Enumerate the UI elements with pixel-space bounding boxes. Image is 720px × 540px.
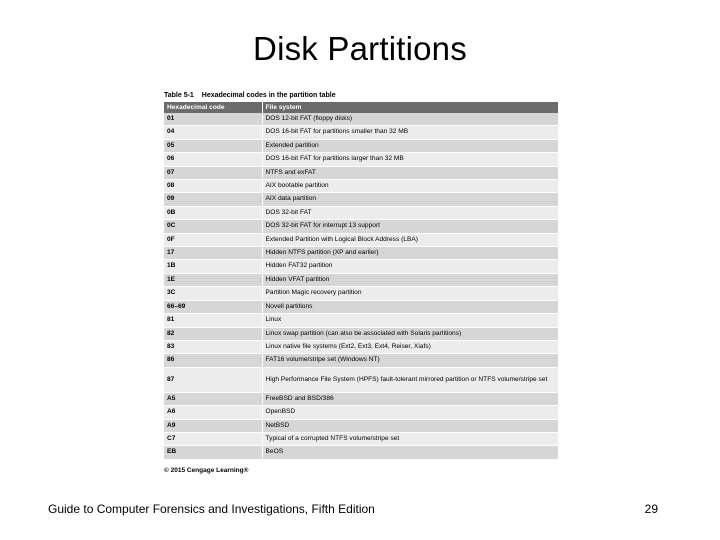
hex-code-cell: 0C: [164, 220, 262, 233]
hex-code-cell: 83: [164, 340, 262, 353]
page-number: 29: [644, 502, 658, 516]
table-row: [164, 233, 558, 246]
hex-code-cell: 82: [164, 327, 262, 340]
hex-code-cell: 01: [164, 113, 262, 126]
hex-code-cell: 66–69: [164, 300, 262, 313]
table-row: [164, 419, 558, 432]
table-row: [164, 287, 558, 300]
hex-code-cell: 09: [164, 193, 262, 206]
table-body: [164, 113, 558, 459]
table-row: [164, 340, 558, 353]
table-row: [164, 446, 558, 459]
file-system-cell: DOS 32-bit FAT: [262, 206, 558, 219]
table-row: [164, 273, 558, 286]
file-system-cell: Hidden VFAT partition: [262, 273, 558, 286]
table-row: [164, 327, 558, 340]
hex-code-cell: 06: [164, 153, 262, 166]
table-row: [164, 260, 558, 273]
table-row: [164, 392, 558, 405]
file-system-cell: FAT16 volume/stripe set (Windows NT): [262, 354, 558, 367]
file-system-cell: NetBSD: [262, 419, 558, 432]
file-system-cell: OpenBSD: [262, 406, 558, 419]
hex-code-cell: 17: [164, 247, 262, 260]
hex-code-cell: A6: [164, 406, 262, 419]
table-header-row: [164, 102, 558, 113]
partition-code-table: [164, 102, 559, 460]
table-row: [164, 300, 558, 313]
hex-code-cell: A9: [164, 419, 262, 432]
hex-code-cell: C7: [164, 432, 262, 445]
file-system-cell: AIX bootable partition: [262, 180, 558, 193]
hex-code-cell: A5: [164, 392, 262, 405]
hex-code-cell: 0F: [164, 233, 262, 246]
header-hex-code: Hexadecimal code: [164, 102, 262, 113]
footer-book-title: Guide to Computer Forensics and Investigations, Fifth Edition: [48, 502, 375, 516]
table-row: [164, 406, 558, 419]
file-system-cell: Hidden FAT32 partition: [262, 260, 558, 273]
file-system-cell: DOS 16-bit FAT for partitions larger than 32 MB: [262, 153, 558, 166]
table-row: [164, 432, 558, 445]
hex-code-cell: 0B: [164, 206, 262, 219]
file-system-cell: BeOS: [262, 446, 558, 459]
file-system-cell: NTFS and exFAT: [262, 166, 558, 179]
table-caption-text: Hexadecimal codes in the partition table: [201, 92, 336, 99]
partition-table-figure: [164, 90, 558, 478]
table-caption-number: Table 5-1: [164, 92, 194, 99]
hex-code-cell: 05: [164, 139, 262, 152]
table-row: [164, 153, 558, 166]
table-row: [164, 126, 558, 139]
table-row: [164, 193, 558, 206]
copyright-notice: © 2015 Cengage Learning®: [164, 466, 249, 474]
table-caption: [164, 90, 558, 102]
hex-code-cell: 1E: [164, 273, 262, 286]
file-system-cell: Novell partitions: [262, 300, 558, 313]
hex-code-cell: 81: [164, 314, 262, 327]
slide-title: Disk Partitions: [253, 30, 467, 67]
header-file-system: File system: [262, 102, 558, 113]
table-row: [164, 206, 558, 219]
table-row: [164, 113, 558, 126]
hex-code-cell: 87: [164, 367, 262, 392]
file-system-cell: Partition Magic recovery partition: [262, 287, 558, 300]
table-row: [164, 247, 558, 260]
file-system-cell: Typical of a corrupted NTFS volume/stripe set: [262, 432, 558, 445]
hex-code-cell: 07: [164, 166, 262, 179]
file-system-cell: AIX data partition: [262, 193, 558, 206]
file-system-cell: DOS 16-bit FAT for partitions smaller than 32 MB: [262, 126, 558, 139]
hex-code-cell: 1B: [164, 260, 262, 273]
table-row: [164, 314, 558, 327]
table-row: [164, 180, 558, 193]
table-row: [164, 166, 558, 179]
file-system-cell: DOS 32-bit FAT for interrupt 13 support: [262, 220, 558, 233]
hex-code-cell: 86: [164, 354, 262, 367]
table-row: [164, 139, 558, 152]
hex-code-cell: 08: [164, 180, 262, 193]
file-system-cell: DOS 12-bit FAT (floppy disks): [262, 113, 558, 126]
table-row: [164, 367, 558, 392]
file-system-cell: Linux native file systems (Ext2, Ext3, Ext4, Reiser, Xiafs): [262, 340, 558, 353]
hex-code-cell: 04: [164, 126, 262, 139]
file-system-cell: Linux swap partition (can also be associated with Solaris partitions): [262, 327, 558, 340]
hex-code-cell: EB: [164, 446, 262, 459]
file-system-cell: Extended Partition with Logical Block Address (LBA): [262, 233, 558, 246]
file-system-cell: Hidden NTFS partition (XP and earlier): [262, 247, 558, 260]
file-system-cell: Linux: [262, 314, 558, 327]
file-system-cell: High Performance File System (HPFS) fault-tolerant mirrored partition or NTFS volume/stripe set: [262, 367, 558, 392]
hex-code-cell: 3C: [164, 287, 262, 300]
table-row: [164, 354, 558, 367]
table-row: [164, 220, 558, 233]
file-system-cell: Extended partition: [262, 139, 558, 152]
file-system-cell: FreeBSD and BSD/386: [262, 392, 558, 405]
